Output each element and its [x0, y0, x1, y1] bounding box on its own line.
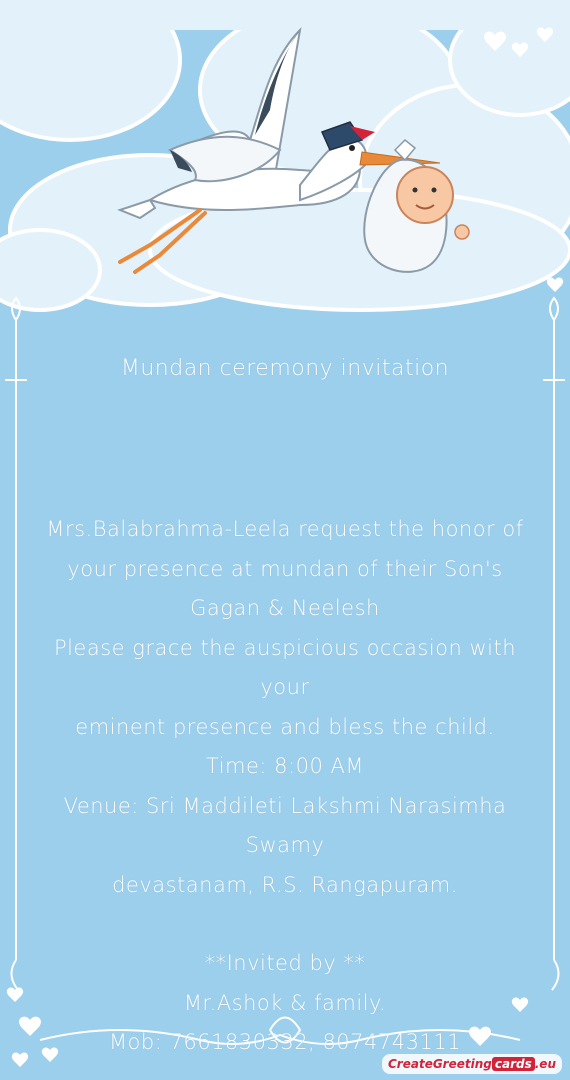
- brand-prefix: CreateGreeting: [388, 1057, 492, 1071]
- body-line-5: eminent presence and bless the child.: [75, 714, 495, 739]
- body-line-2: your presence at mundan of their Son's: [67, 556, 503, 581]
- brand-suffix: .eu: [534, 1057, 556, 1071]
- host-name: Mr.Ashok & family.: [183, 990, 387, 1015]
- child-names: Gagan & Neelesh: [190, 596, 380, 620]
- brand-highlight: cards: [492, 1057, 535, 1071]
- brand-logo[interactable]: [382, 1054, 562, 1074]
- invitation-body: [0, 510, 570, 1063]
- invited-by-heading: **Invited by **: [204, 951, 366, 975]
- cloud-top-fill: [0, 0, 570, 30]
- cloud-group: [0, 0, 570, 310]
- event-time: Time: 8:00 AM: [206, 754, 364, 778]
- blank-line: [30, 905, 540, 944]
- venue-line-1: Venue: Sri Maddileti Lakshmi Narasimha Swamy: [63, 793, 507, 857]
- invitation-title: Mundan ceremony invitation: [120, 356, 450, 381]
- body-line-1: Mrs.Balabrahma-Leela request the honor of: [46, 517, 524, 541]
- body-line-4: Please grace the auspicious occasion with your: [53, 635, 517, 699]
- venue-line-2: devastanam, R.S. Rangapuram.: [112, 872, 458, 897]
- contact-numbers: Mob: 7661830332, 8074743111: [108, 1030, 462, 1054]
